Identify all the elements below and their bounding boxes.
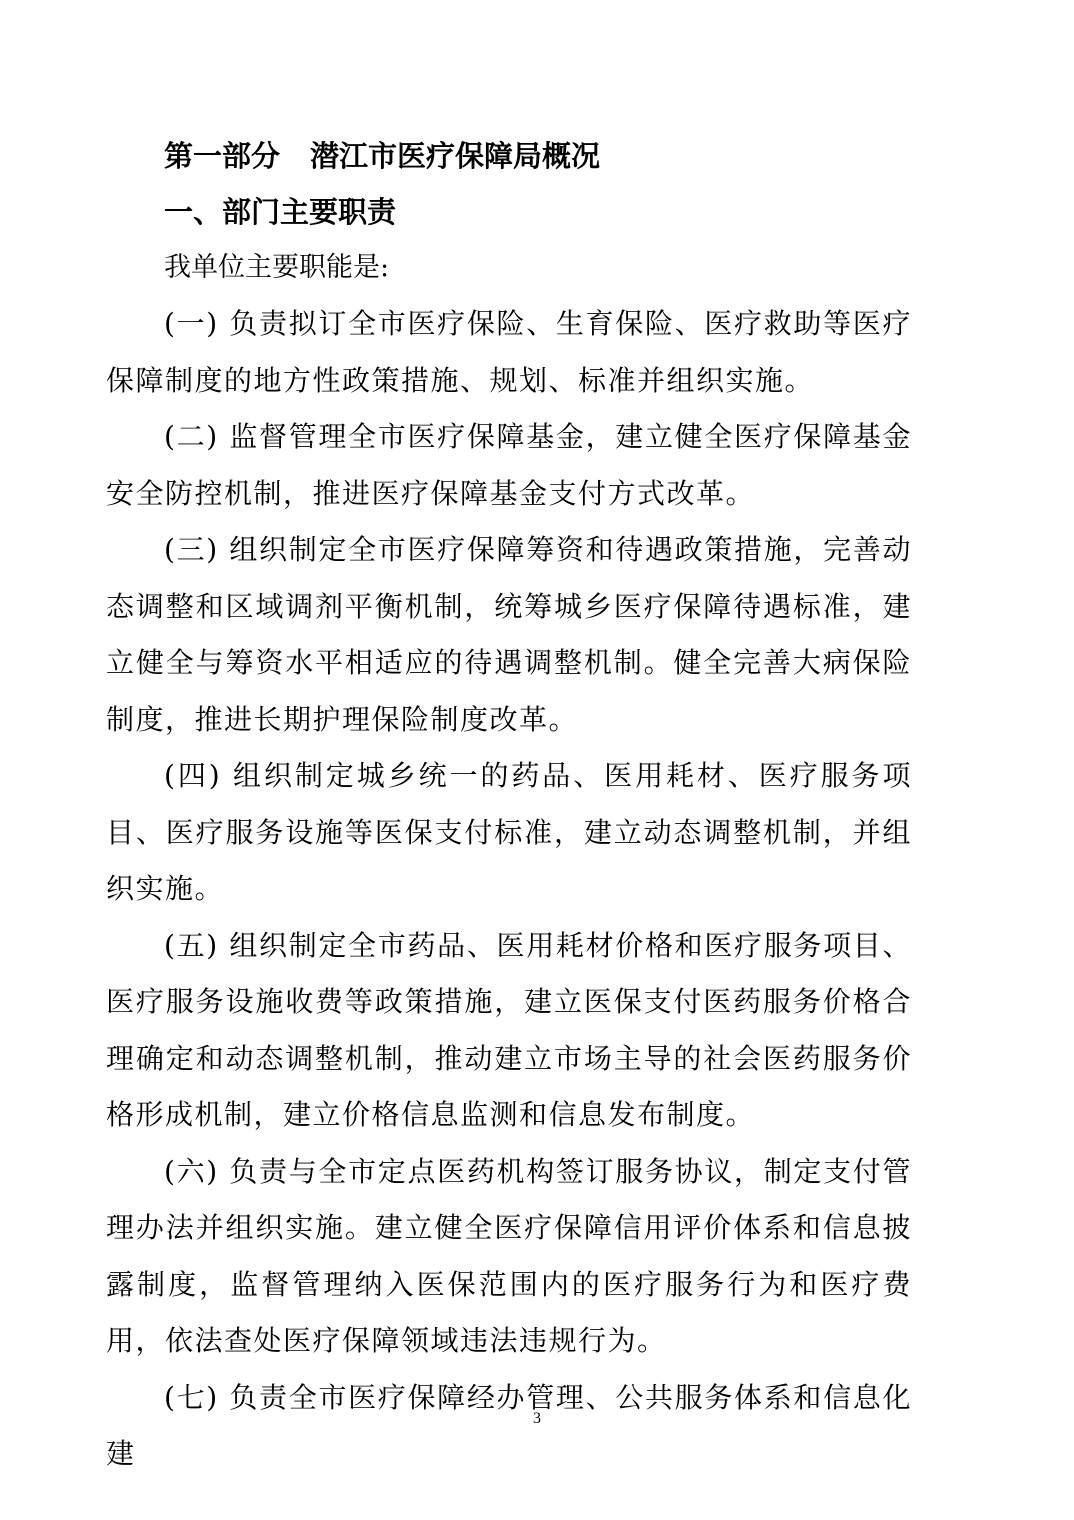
- intro-line: 我单位主要职能是:: [164, 252, 390, 283]
- duty-paragraph-5: (五) 组织制定全市药品、医用耗材价格和医疗服务项目、医疗服务设施收费等政策措施，建立医保支付医药服务价格合理确定和动态调整机制，推动建立市场主导的社会医药服务价格形成机制，建立价格信息监测和信息发布制度。: [106, 928, 912, 1131]
- part-title: [106, 128, 912, 184]
- duty-paragraph-1: (一) 负责拟订全市医疗保险、生育保险、医疗救助等医疗保障制度的地方性政策措施、规划、标准并组织实施。: [106, 307, 912, 397]
- part-name: 潜江市医疗保障局概况: [310, 139, 601, 173]
- section-heading: 一、部门主要职责: [164, 195, 397, 229]
- duty-paragraph-4: (四) 组织制定城乡统一的药品、医用耗材、医疗服务项目、医疗服务设施等医保支付标准，建立动态调整机制，并组织实施。: [106, 759, 912, 905]
- document-page: [106, 128, 912, 1483]
- duty-paragraph-2: (二) 监督管理全市医疗保障基金，建立健全医疗保障基金安全防控机制，推进医疗保障基金支付方式改革。: [106, 420, 912, 510]
- duty-paragraph-3: (三) 组织制定全市医疗保障筹资和待遇政策措施，完善动态调整和区域调剂平衡机制，统筹城乡医疗保障待遇标准，建立健全与筹资水平相适应的待遇调整机制。健全完善大病保险制度，推进长期护理保险制度改革。: [106, 533, 912, 736]
- duty-paragraph-7: (七) 负责全市医疗保障经办管理、公共服务体系和信息化建: [106, 1380, 912, 1470]
- part-label: 第一部分: [164, 139, 281, 173]
- page-number: 3: [533, 1410, 541, 1427]
- duty-paragraph-6: (六) 负责与全市定点医药机构签订服务协议，制定支付管理办法并组织实施。建立健全医疗保障信用评价体系和信息披露制度，监督管理纳入医保范围内的医疗服务行为和医疗费用，依法查处医疗保障领域违法违规行为。: [106, 1154, 912, 1357]
